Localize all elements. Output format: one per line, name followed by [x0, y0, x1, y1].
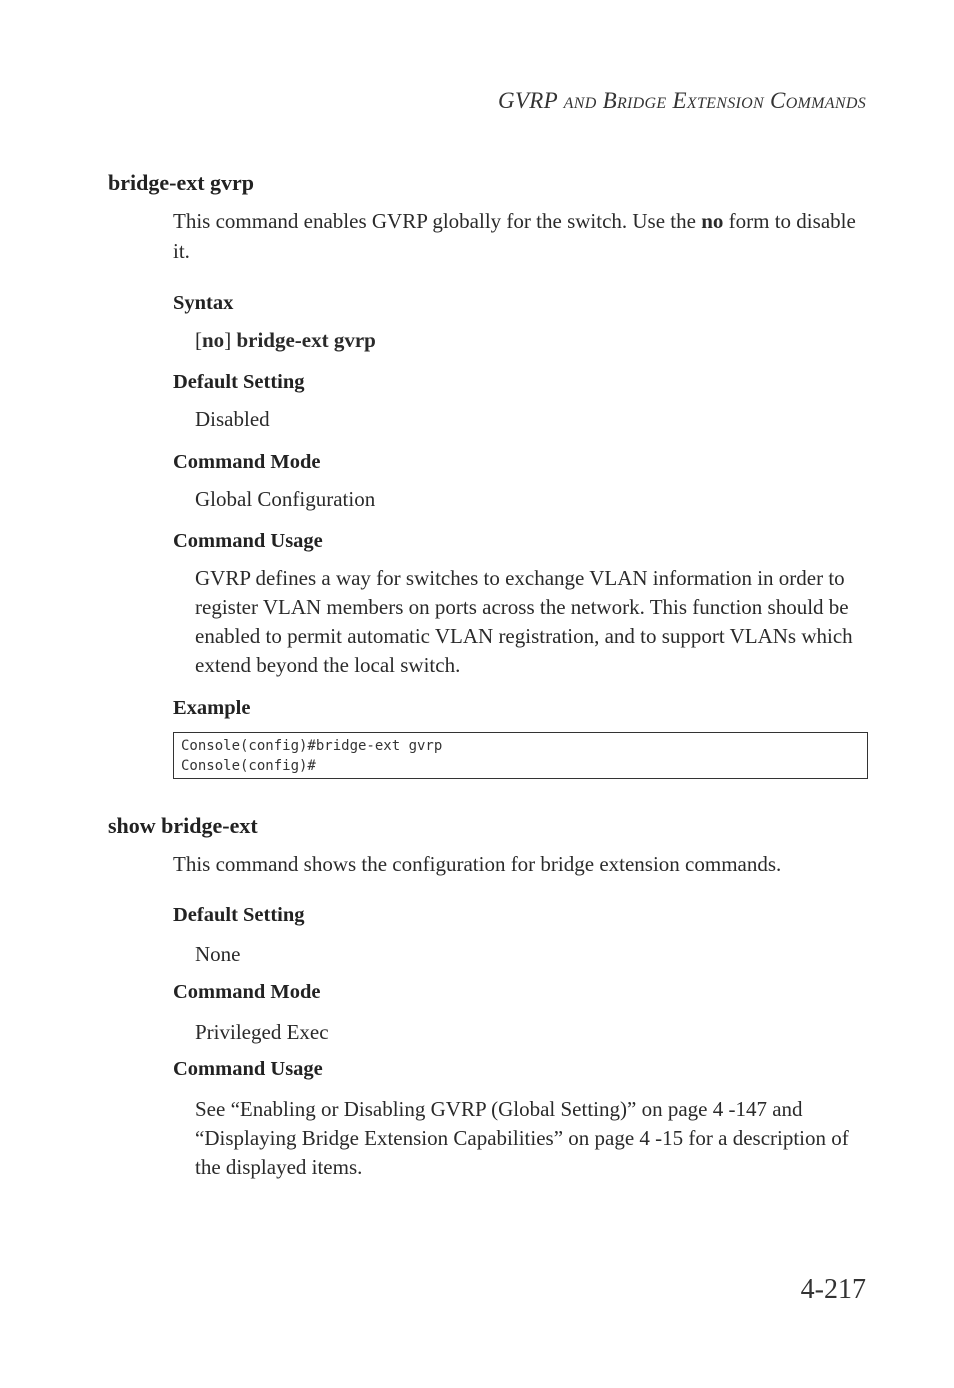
example-code-box — [173, 732, 868, 779]
header-extension-rest: XTENSION — [686, 95, 764, 112]
syntax-bracket-open: [ — [195, 328, 202, 352]
running-header — [498, 88, 866, 114]
syntax-bracket-close: ] — [224, 328, 232, 352]
syntax-heading: Syntax — [173, 292, 234, 314]
section1-description-part1: This command enables GVRP globally for the switch. Use the — [173, 209, 696, 233]
page-number: 4-217 — [800, 1274, 866, 1305]
section1-default-heading: Default Setting — [173, 371, 305, 393]
section2-default-heading: Default Setting — [173, 904, 305, 926]
header-bridge-rest: RIDGE — [616, 95, 667, 112]
header-gvrp: GVRP — [498, 88, 558, 113]
syntax-no: no — [202, 328, 225, 352]
header-commands-rest: OMMANDS — [785, 95, 866, 112]
section-title-bridge-ext-gvrp: bridge-ext gvrp — [108, 170, 255, 195]
code-line: Console(config)#bridge-ext gvrp — [181, 738, 443, 754]
header-extension-initial: E — [672, 88, 687, 113]
section2-description: This command shows the configuration for bridge extension commands. — [173, 852, 782, 876]
section-title-show-bridge-ext: show bridge-ext — [108, 813, 258, 838]
section1-usage-heading: Command Usage — [173, 530, 323, 552]
header-commands-initial: C — [770, 88, 786, 113]
syntax-command: bridge-ext gvrp — [236, 328, 376, 352]
section2-usage-text: See “Enabling or Disabling GVRP (Global Setting)” on page 4 -147 and “Displaying Bridge Extension Capabilities” on page 4 -15 for a description of the displayed items. — [195, 1097, 849, 1179]
code-line: Console(config)# — [181, 758, 316, 774]
header-bridge-initial: B — [602, 88, 617, 113]
section1-mode-value: Global Configuration — [195, 487, 376, 511]
header-and: AND — [563, 95, 597, 112]
example-heading: Example — [173, 697, 251, 719]
section1-mode-heading: Command Mode — [173, 451, 321, 473]
syntax-line — [195, 328, 376, 353]
section2-default-value: None — [195, 942, 241, 966]
section2-mode-value: Privileged Exec — [195, 1020, 329, 1044]
section1-description-no-keyword: no — [701, 209, 724, 233]
section2-usage-heading: Command Usage — [173, 1058, 323, 1080]
section1-usage-text: GVRP defines a way for switches to exchange VLAN information in order to register VLAN members on ports across the network. This function should be enabled to permit automatic VLAN registration, and to support VLANs which extend beyond the local switch. — [195, 566, 853, 677]
section1-description — [173, 206, 873, 266]
section2-mode-heading: Command Mode — [173, 981, 321, 1003]
section1-description-part2: form to disable it. — [173, 209, 856, 263]
section1-default-value: Disabled — [195, 407, 270, 431]
